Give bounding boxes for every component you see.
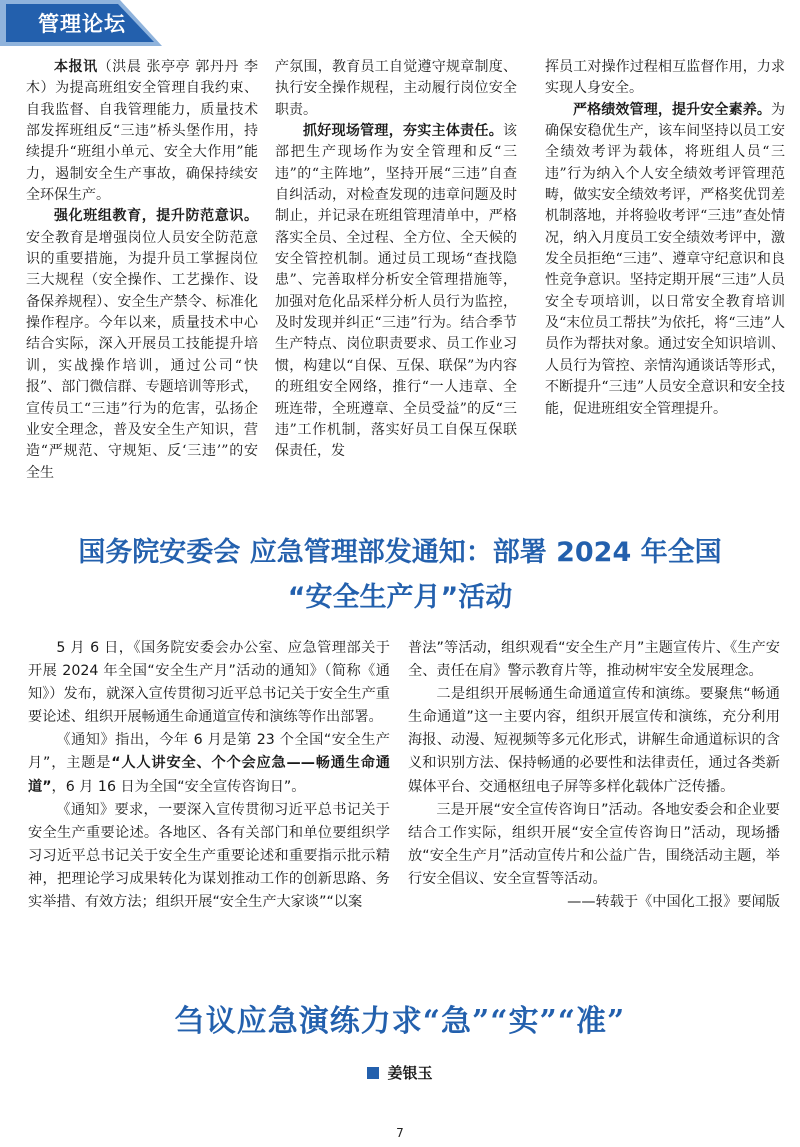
article2-headline-line1: 国务院安委会 应急管理部发通知：部署 2024 年全国 xyxy=(78,537,722,568)
article1-column-3 xyxy=(545,57,785,420)
article2-paragraph xyxy=(408,683,780,798)
paragraph-body: 挥员工对操作过程相互监督作用，力求实现人身安全。 xyxy=(545,59,785,97)
paragraph-body: 普法”等活动，组织观看“安全生产月”主题宣传片、《生产安全、责任在肩》警示教育片等，推动树牢安全发展理念。 xyxy=(408,640,780,680)
paragraph-body: 5 月 6 日，《国务院安委会办公室、应急管理部关于开展 2024 年全国“安全生产月”活动的通知》（简称《通知》）发布，就深入宣传贯彻习近平总书记关于安全生产重要论述、组织开展畅通生命通道宣传和演练等作出部署。 xyxy=(28,640,390,726)
paragraph-body: 三是开展“安全宣传咨询日”活动。各地安委会和企业要结合工作实际，组织开展“安全宣传咨询日”活动，现场播放“安全生产月”活动宣传片和公益广告，围绕活动主题，举行安全倡议、安全宣誓等活动。 xyxy=(408,801,780,887)
article2-paragraph xyxy=(28,799,390,914)
paragraph-body: 《通知》要求，一要深入宣传贯彻习近平总书记关于安全生产重要论述。各地区、各有关部门和单位要组织学习习近平总书记关于安全生产重要论述和重要指示批示精神，把理论学习成果转化为谋划推动工作的创新思路、务实举措、有效方法；组织开展“安全生产大家谈”“以案 xyxy=(28,801,390,911)
paragraph-lead: 严格绩效管理，提升安全素养。 xyxy=(573,101,771,118)
article1-paragraph xyxy=(545,100,785,420)
article2-paragraph xyxy=(28,729,390,798)
article2-paragraph xyxy=(408,637,780,683)
article3-byline xyxy=(0,1062,800,1083)
paragraph-body: 该部把生产现场作为安全管理和反“三违”的“主阵地”，坚持开展“三违”自查自纠活动，对检查发现的违章问题及时制止，并记录在班组管理清单中，严格落实全员、全过程、全方位、全天候的安全管控机制。通过员工现场“查找隐患”、完善取样分析安全管理措施等，加强对危化品采样分析人员行为监控，及时发现并纠正“三违”行为。结合季节生产特点、岗位职责要求、员工作业习惯，构建以“自保、互保、联保”为内容的班组安全网络，推行“一人违章、全班连带，全班遵章、全员受益”的反“三违”工作机制，落实好员工自保互保联保责任，发 xyxy=(275,123,517,460)
page-number: 7 xyxy=(396,1126,404,1140)
paragraph-body: ，6 月 16 日为全国“安全宣传咨询日”。 xyxy=(51,778,306,795)
paragraph-body: 产氛围，教育员工自觉遵守规章制度、执行安全操作规程，主动履行岗位安全职责。 xyxy=(275,59,517,118)
paragraph-lead: 强化班组教育，提升防范意识。 xyxy=(54,208,258,225)
article1-column-2 xyxy=(275,57,517,463)
article2-paragraph xyxy=(408,799,780,891)
paragraph-lead: 本报讯 xyxy=(54,59,98,75)
article1-paragraph xyxy=(26,57,258,206)
article2-column-right xyxy=(408,637,780,914)
paragraph-body: 安全教育是增强岗位人员安全防范意识的重要措施，为提升员工掌握岗位三大规程（安全操作、工艺操作、设备保养规程）、安全生产禁令、标准化操作程序。今年以来，质量技术中心结合实际，深入开展员工技能提升培训，实战操作培训，通过公司“快报”、部门微信群、专题培训等形式，宣传员工“三违”行为的危害，弘扬企业安全理念，普及安全生产知识，营造“严规范、守规矩、反‘三违’”的安全生 xyxy=(26,229,258,481)
article1-paragraph xyxy=(26,206,258,483)
article1-paragraph xyxy=(545,57,785,100)
article1-paragraph xyxy=(275,57,517,121)
paragraph-body: 《通知》指出，今年 6 月是第 23 个全国“安全生产月”，主题是 xyxy=(28,732,390,772)
article2-headline-line2: “安全生产月”活动 xyxy=(287,582,513,613)
author-name: 姜银玉 xyxy=(387,1064,433,1082)
article3-headline: 刍议应急演练力求“急”“实”“准” xyxy=(174,1004,626,1039)
paragraph-body: 为确保安稳优生产，该车间坚持以员工安全绩效考评为载体，将班组人员“三违”行为纳入个人安全绩效考评管理范畴，做实安全绩效考评，严格奖优罚差机制落地，并将验收考评“三违”查处情况，纳入月度员工安全绩效考评中，激发全员拒绝“三违”、遵章守纪意识和良性竞争意识。坚持定期开展“三违”人员安全专项培训，以日常安全教育培训及“末位员工帮扶”为依托，将“三违”人员作为帮扶对象。通过安全知识培训、人员行为管控、亲情沟通谈话等形式，不断提升“三违”人员安全意识和安全技能，促进班组安全管理提升。 xyxy=(545,101,785,417)
paragraph-lead: 抓好现场管理，夯实主体责任。 xyxy=(303,123,503,140)
article2-column-left xyxy=(28,637,390,914)
article2-paragraph xyxy=(28,637,390,729)
byline-square-icon xyxy=(367,1067,379,1079)
paragraph-body: 二是组织开展畅通生命通道宣传和演练。要聚焦“畅通生命通道”这一主要内容，组织开展宣传和演练，充分利用海报、动漫、短视频等多元化形式，讲解生命通道标识的含义和识别方法、保持畅通的必要性和法律责任，通过各类新媒体平台、交通枢纽电子屏等多样化载体广泛传播。 xyxy=(408,686,780,795)
article1-column-1 xyxy=(26,57,258,484)
article1-paragraph xyxy=(275,121,517,463)
section-tab xyxy=(0,0,162,46)
reprint-note: ——转载于《中国化工报》要闻版 xyxy=(567,894,780,911)
theme-slogan: “人人讲安全、个个会应急——畅通生命通道” xyxy=(28,755,390,795)
section-tab-label: 管理论坛 xyxy=(38,12,126,36)
paragraph-body: （洪晨 张亭亭 郭丹丹 李木）为提高班组安全管理自我约束、自我监督、自我管理能力，质量技术部发挥班组反“三违”桥头堡作用，持续提升“班组小单元、安全大作用”能力，遏制安全生产事故，确保持续安全环保生产。 xyxy=(26,59,258,204)
